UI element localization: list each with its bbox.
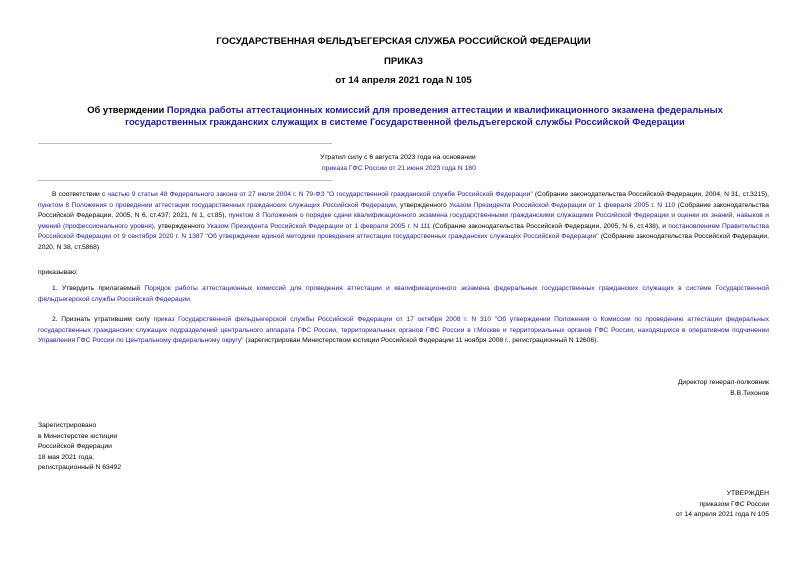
decree-111-link[interactable]: Указом Президента Российской Федерации от 1 февраля 2005 г. N 111 [206, 222, 431, 230]
title-prefix: Об утверждении [87, 104, 167, 115]
registration-number: регистрационный N 63492 [38, 464, 122, 471]
text: (Собрание законодательства Российской Федерации, 2020, N 38, ст.5868) [38, 233, 769, 251]
status-note [320, 152, 476, 174]
signer-name: В.В.Тихонов [730, 389, 769, 397]
title-link[interactable]: Порядка работы аттестационных комиссий для проведения аттестации и квалификационного экзамена федеральных государственных гражданских служащих в системе Государственной фельдъегерской службы Российской Федерации [125, 104, 723, 127]
registration-line: Российской Федерации [38, 443, 112, 450]
status-line: Утратил силу с 6 августа 2023 года на основании [320, 154, 476, 161]
signature-block [678, 378, 769, 399]
paragraph-1 [38, 284, 769, 305]
divider-bottom [38, 180, 332, 181]
text: (Собрание законодательства Российской Федерации, 2005, N 6, ст.438), и [430, 222, 669, 230]
approved-label: УТВЕРЖДЕН [726, 490, 769, 497]
paragraph-2 [38, 315, 769, 347]
text: , утвержденного [395, 201, 450, 209]
approved-by: приказом ГФС России [699, 500, 769, 508]
text: (зарегистрирован Министерством юстиции Российской Федерации 11 ноября 2008 г., регистрационный N 12606). [243, 337, 599, 345]
document-date-number: от 14 апреля 2021 года N 105 [335, 75, 472, 86]
document-title [60, 104, 750, 128]
repealed-order-link[interactable]: приказ Государственной фельдъегерской службы Российской Федерации от 17 октября 2008 г. N 310 "Об утверждении Положения о Комиссии по проведению аттестации федеральных государственных гражданских служащих подразделений центрального аппарата ГФС России, территориальных органов ГФС России в г.Москве и территориальных органов ГФС России, находящихся в оперативном подчинении Управления ГФС России по Центральному федеральному округу" [38, 316, 769, 345]
approved-procedure-link[interactable]: Порядок работы аттестационных комиссий для проведения аттестации и квалификационного экзамена федеральных государственных гражданских служащих в системе Государственной фельдъегерской службы Российской Федерации [38, 285, 769, 303]
text: (Собрание законодательства Российской Федерации, 2005, N 6, ст.437; 2021, N 1, ст.85), [38, 201, 769, 220]
law-79fz-link[interactable]: частью 9 статьи 48 Федерального закона от 27 июля 2004 г. N 79-ФЗ "О государственной гражданской службе Российской Федерации" [107, 191, 533, 198]
text: , утвержденного [153, 222, 207, 230]
preamble-paragraph [38, 190, 769, 254]
organization-name: ГОСУДАРСТВЕННАЯ ФЕЛЬДЪЕГЕРСКАЯ СЛУЖБА РОССИЙСКОЙ ФЕДЕРАЦИИ [216, 36, 591, 47]
text: 1. Утвердить прилагаемый [52, 285, 145, 292]
text: (Собрание законодательства Российской Федерации, 2004, N 31, ст.3215), [532, 191, 770, 198]
registration-line: в Министерстве юстиции [38, 432, 118, 440]
signer-position: Директор генерал-полковник [677, 379, 769, 386]
text: В соответствии с [52, 191, 108, 198]
document-type: ПРИКАЗ [384, 56, 423, 67]
text: . [189, 295, 192, 303]
text: 2. Признать утратившим силу [52, 316, 154, 323]
order-word: приказываю: [38, 269, 78, 276]
exam-regulation-link[interactable]: пунктом 8 Положения о порядке сдачи квалификационного экзамена государственными гражданскими служащими Российской Федерации и оценки их знаний, навыков и умений (профессионального уровня) [38, 212, 769, 230]
attestation-regulation-link[interactable]: пунктом 8 Положения о проведении аттестации государственных гражданских служащих Российской Федерации [38, 201, 396, 209]
registration-date: 18 мая 2021 года, [38, 453, 95, 461]
resolution-1387-link[interactable]: постановлением Правительства Российской Федерации от 9 сентября 2020 г. N 1387 "Об утверждении единой методики проведения аттестации государственных гражданских служащих Российской Федерации" [38, 222, 770, 241]
status-repeal-link[interactable]: приказа ГФС России от 21 июня 2023 года N 180 [322, 165, 476, 172]
registration-line: Зарегистрировано [38, 422, 97, 429]
decree-110-link[interactable]: Указом Президента Российской Федерации от 1 февраля 2005 г. N 110 [449, 201, 676, 209]
approved-date: от 14 апреля 2021 года N 105 [675, 511, 769, 518]
divider-top [38, 143, 332, 144]
approval-block [676, 489, 769, 521]
registration-block [38, 421, 121, 474]
